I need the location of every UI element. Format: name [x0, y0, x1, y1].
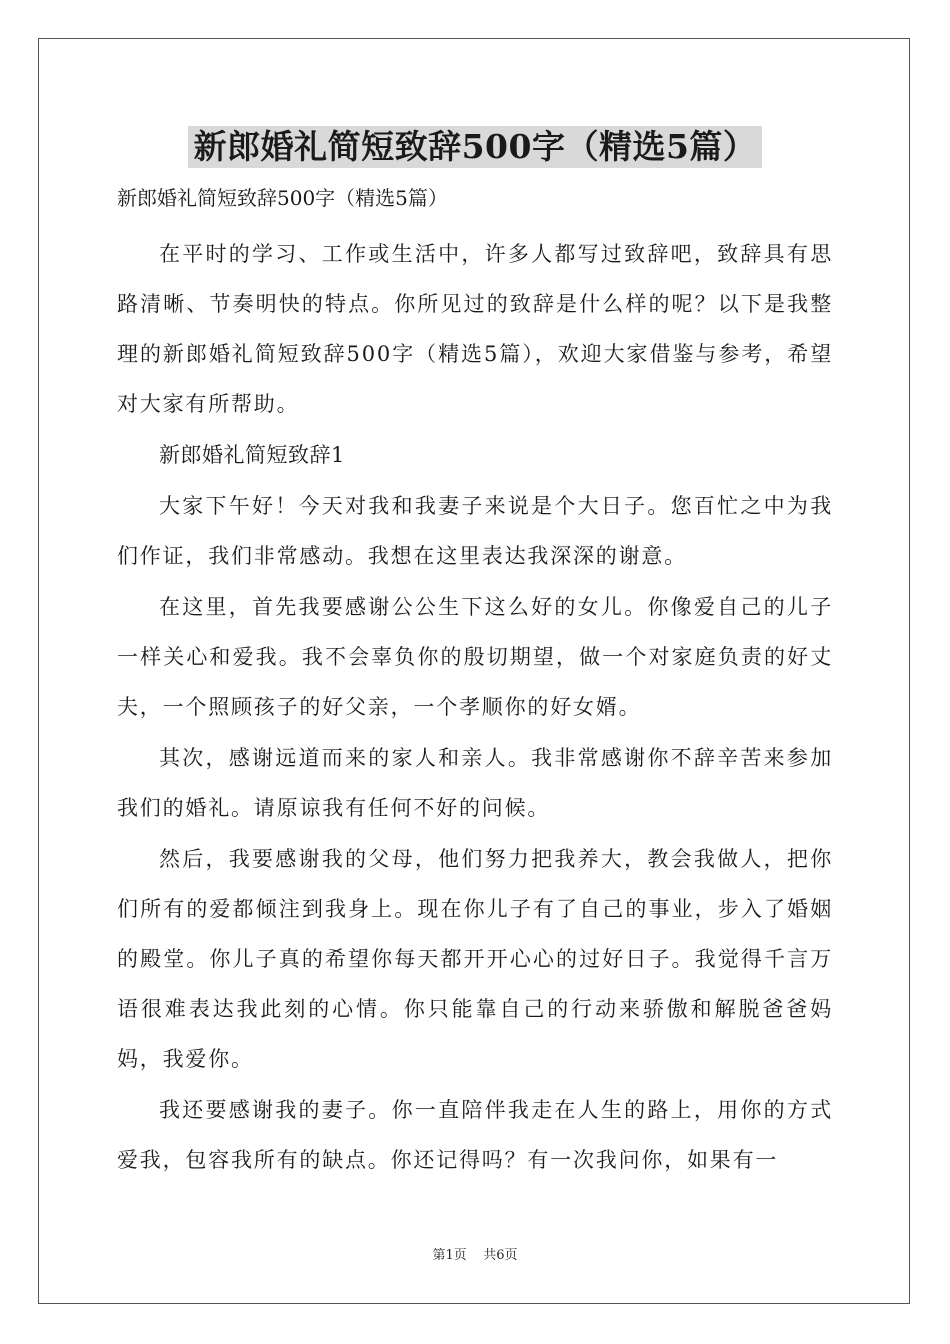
title-container — [0, 126, 950, 168]
section-heading: 新郎婚礼简短致辞1 — [159, 443, 345, 467]
body-paragraph: 然后，我要感谢我的父母，他们努力把我养大，教会我做人，把你们所有的爱都倾注到我身上。现在你儿子有了自己的事业，步入了婚姻的殿堂。你儿子真的希望你每天都开开心心的过好日子。我觉得千言万语很难表达我此刻的心情。你只能靠自己的行动来骄傲和解脱爸爸妈妈，我爱你。 — [117, 847, 833, 1071]
body-paragraph: 我还要感谢我的妻子。你一直陪伴我走在人生的路上，用你的方式爱我，包容我所有的缺点。你还记得吗？有一次我问你，如果有一 — [117, 1098, 833, 1172]
page-total: 共6页 — [483, 1248, 518, 1263]
body-paragraph: 其次，感谢远道而来的家人和亲人。我非常感谢你不辞辛苦来参加我们的婚礼。请原谅我有任何不好的问候。 — [117, 746, 833, 820]
document-body — [117, 229, 833, 1186]
document-subtitle: 新郎婚礼简短致辞500字（精选5篇） — [117, 186, 448, 210]
body-paragraph: 在这里，首先我要感谢公公生下这么好的女儿。你像爱自己的儿子一样关心和爱我。我不会辜负你的殷切期望，做一个对家庭负责的好丈夫，一个照顾孩子的好父亲，一个孝顺你的好女婿。 — [117, 595, 833, 719]
body-paragraph: 大家下午好！今天对我和我妻子来说是个大日子。您百忙之中为我们作证，我们非常感动。我想在这里表达我深深的谢意。 — [117, 494, 833, 568]
page-number: 第1页 — [432, 1248, 467, 1263]
page-footer — [0, 1246, 950, 1266]
intro-paragraph: 在平时的学习、工作或生活中，许多人都写过致辞吧，致辞具有思路清晰、节奏明快的特点。你所见过的致辞是什么样的呢？以下是我整理的新郎婚礼简短致辞500字（精选5篇），欢迎大家借鉴与参考，希望对大家有所帮助。 — [117, 242, 833, 416]
document-title: 新郎婚礼简短致辞500字（精选5篇） — [188, 126, 763, 168]
